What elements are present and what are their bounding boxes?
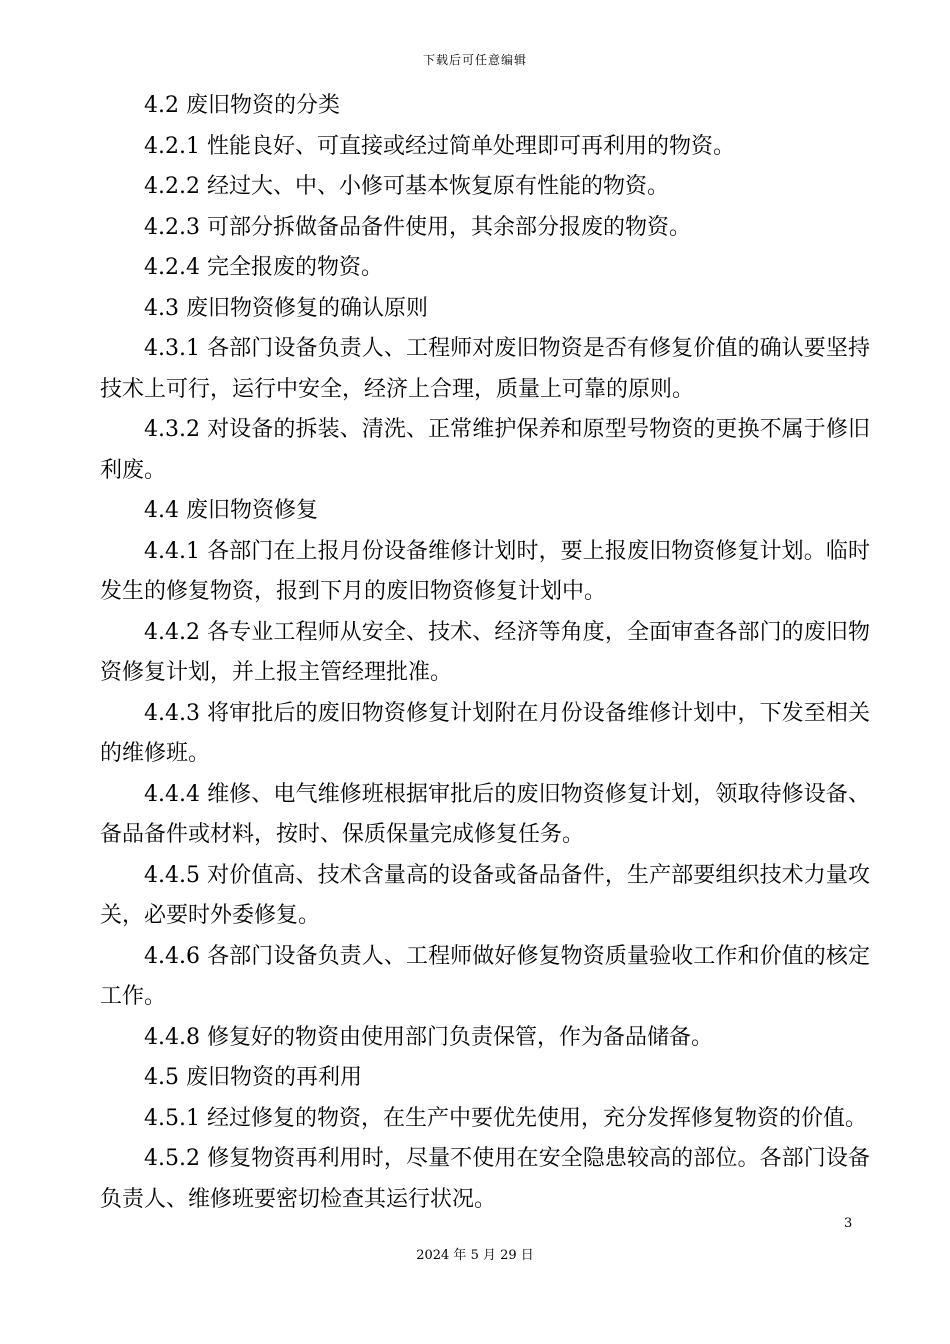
paragraph-4-3-1: 4.3.1 各部门设备负责人、工程师对废旧物资是否有修复价值的确认要坚持技术上可行，运行中安全，经济上合理，质量上可靠的原则。 [100, 336, 870, 402]
paragraph-4-2-4: 4.2.4 完全报废的物资。 [144, 255, 383, 280]
paragraph-4-2-3: 4.2.3 可部分拆做备品备件使用，其余部分报废的物资。 [144, 214, 691, 240]
paragraph-4-3-2: 4.3.2 对设备的拆装、清洗、正常维护保养和原型号物资的更换不属于修旧利废。 [100, 417, 870, 483]
paragraph-4-4-4: 4.4.4 维修、电气维修班根据审批后的废旧物资修复计划，领取待修设备、备品备件或材料，按时、保质保量完成修复任务。 [100, 781, 870, 847]
document-body [100, 86, 870, 1220]
section-heading-4-2: 4.2 废旧物资的分类 [144, 93, 340, 118]
paragraph-4-5-1: 4.5.1 经过修复的物资，在生产中要优先使用，充分发挥修复物资的价值。 [144, 1105, 867, 1131]
paragraph-4-2-2: 4.2.2 经过大、中、小修可基本恢复原有性能的物资。 [144, 174, 669, 199]
page-header: 下载后可任意编辑 [422, 53, 527, 67]
paragraph-4-4-6: 4.4.6 各部门设备负责人、工程师做好修复物资质量验收工作和价值的核定工作。 [100, 943, 870, 1009]
footer-date: 2024 年 5 月 29 日 [416, 1248, 534, 1263]
paragraph-4-5-2: 4.5.2 修复物资再利用时，尽量不使用在安全隐患较高的部位。各部门设备负责人、维修班要密切检查其运行状况。 [100, 1146, 870, 1212]
paragraph-4-4-8: 4.4.8 修复好的物资由使用部门负责保管，作为备品储备。 [144, 1024, 713, 1050]
paragraph-4-4-1: 4.4.1 各部门在上报月份设备维修计划时，要上报废旧物资修复计划。临时发生的修复物资，报到下月的废旧物资修复计划中。 [100, 538, 870, 604]
section-heading-4-4: 4.4 废旧物资修复 [144, 498, 318, 523]
paragraph-4-4-2: 4.4.2 各专业工程师从安全、技术、经济等角度，全面审查各部门的废旧物资修复计划，并上报主管经理批准。 [100, 619, 870, 685]
paragraph-4-4-3: 4.4.3 将审批后的废旧物资修复计划附在月份设备维修计划中，下发至相关的维修班。 [100, 700, 870, 766]
section-heading-4-3: 4.3 废旧物资修复的确认原则 [144, 295, 428, 321]
page-number: 3 [844, 1216, 853, 1231]
section-heading-4-5: 4.5 废旧物资的再利用 [144, 1065, 362, 1090]
paragraph-4-4-5: 4.4.5 对价值高、技术含量高的设备或备品备件，生产部要组织技术力量攻关，必要时外委修复。 [100, 862, 870, 928]
paragraph-4-2-1: 4.2.1 性能良好、可直接或经过简单处理即可再利用的物资。 [144, 133, 735, 159]
